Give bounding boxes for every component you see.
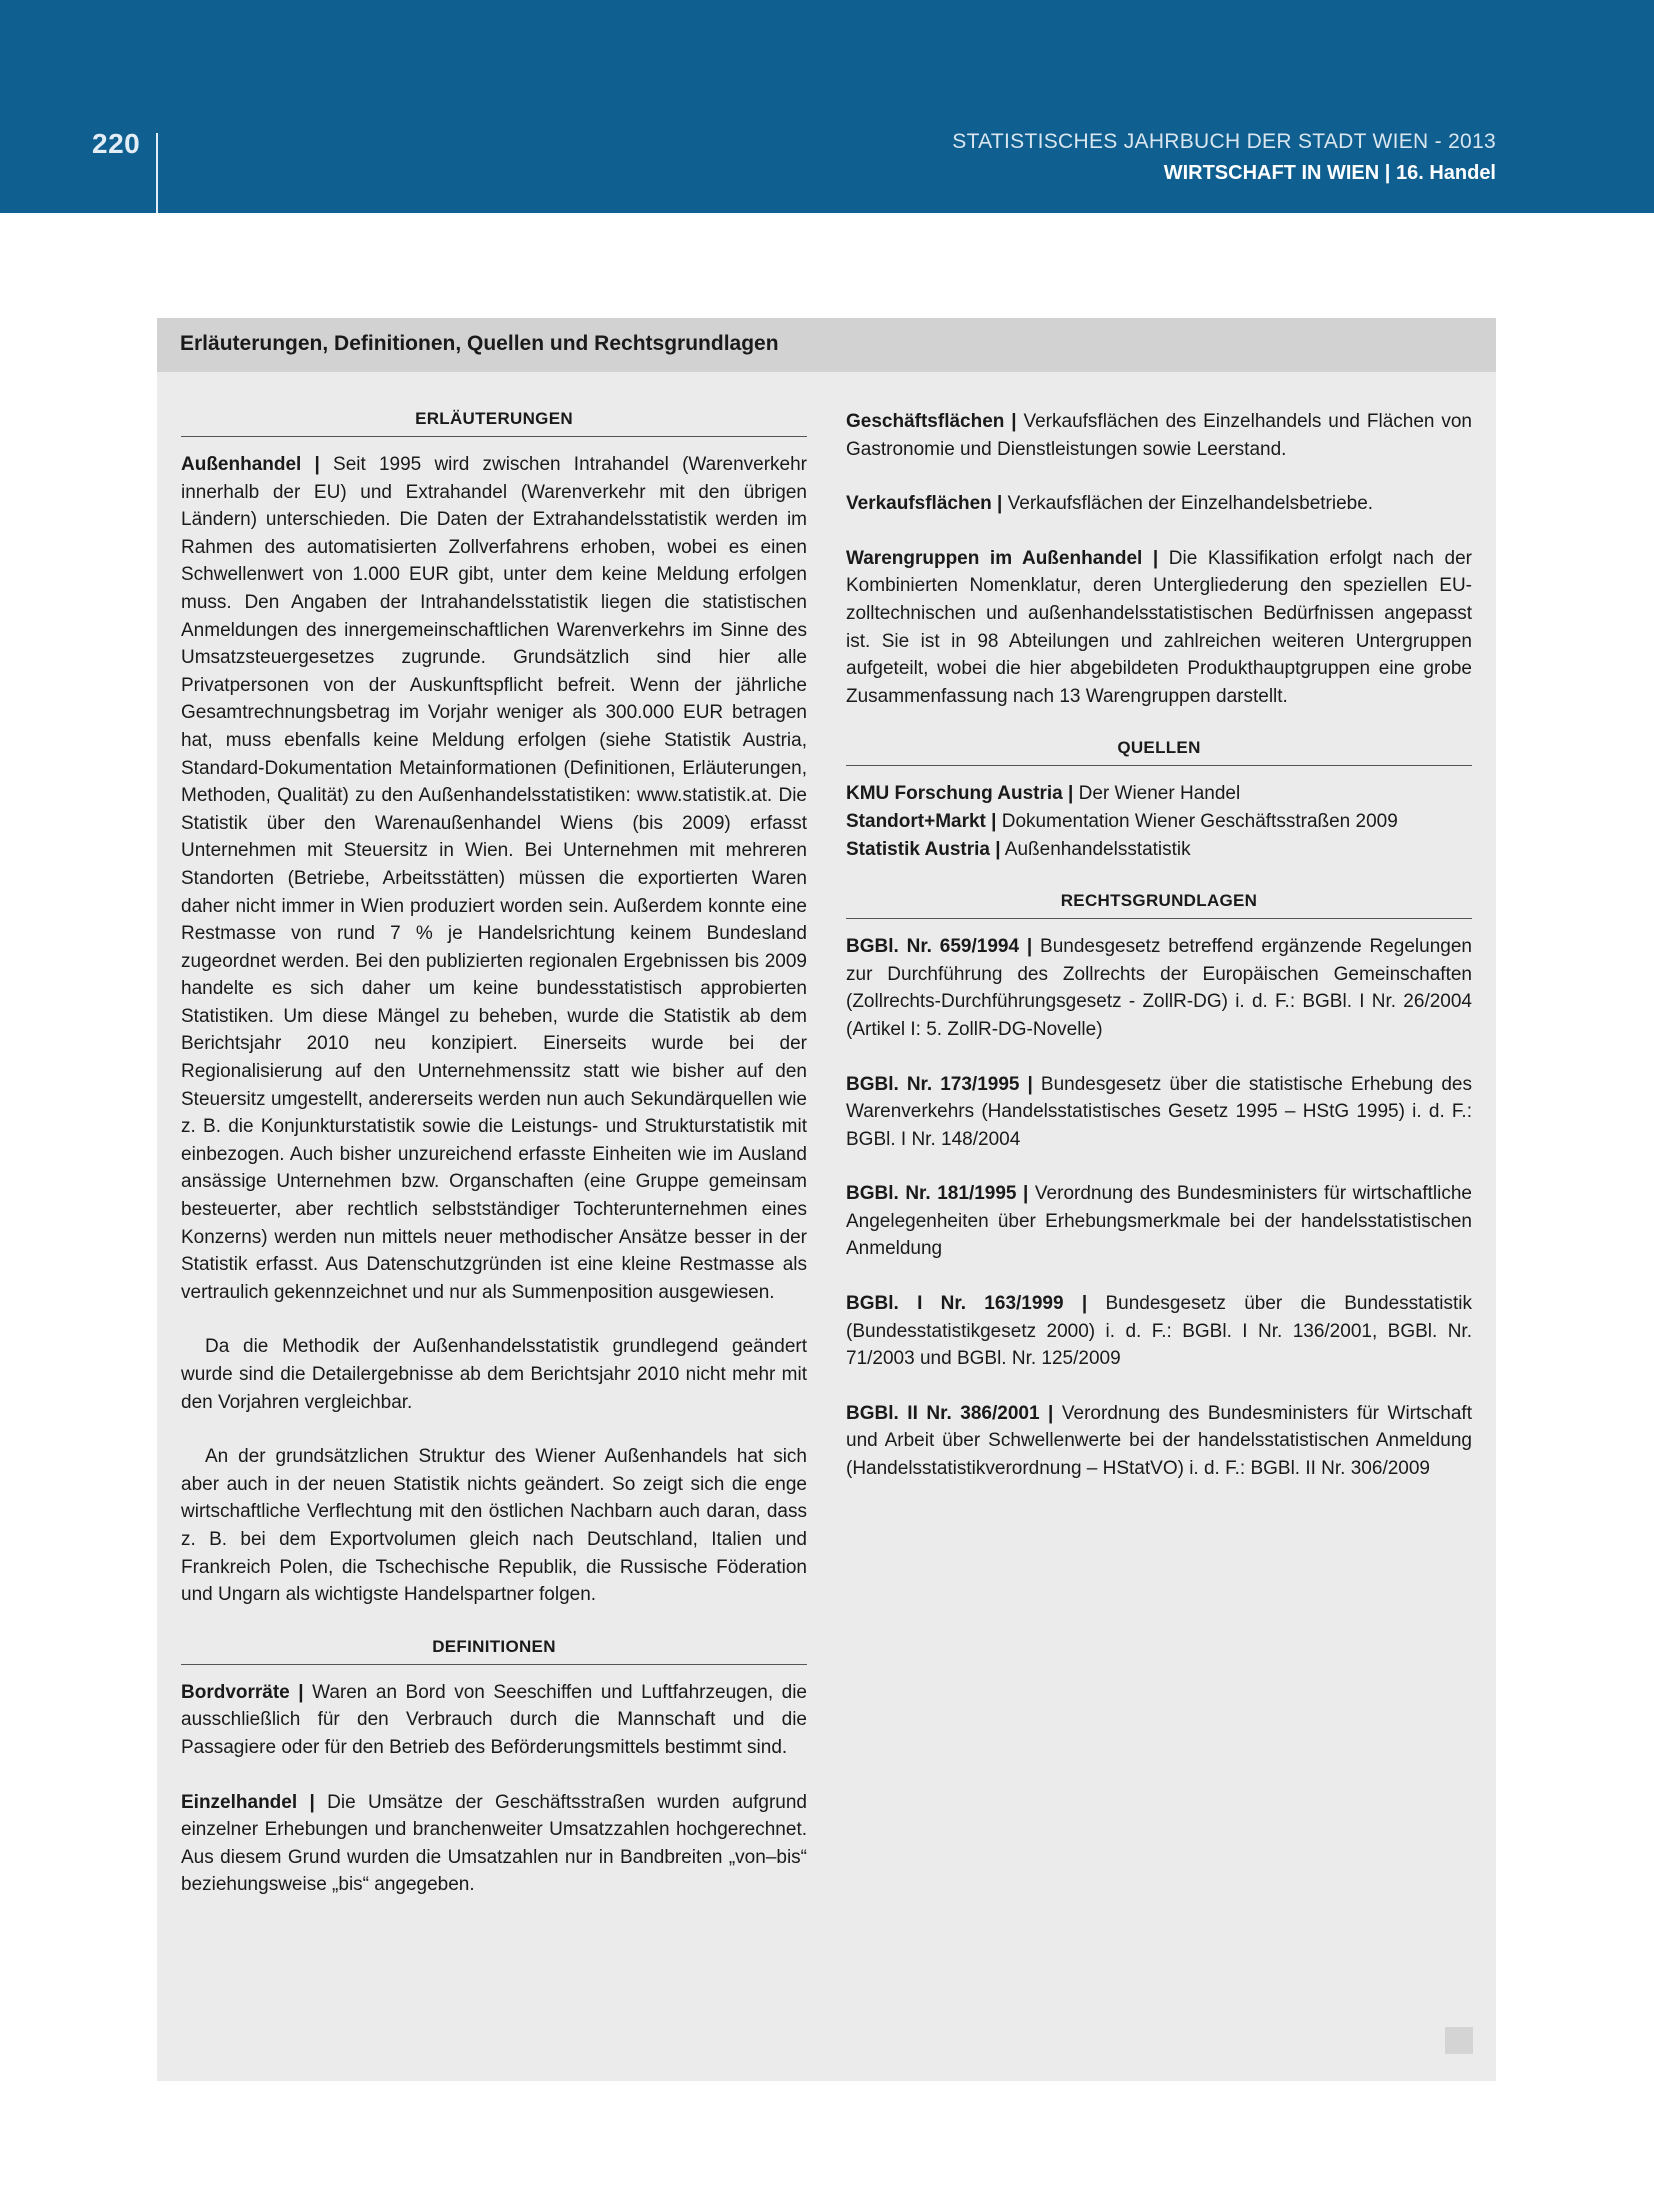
law-term: BGBl. I Nr. 163/1999 | xyxy=(846,1293,1088,1315)
term-aussenhandel: Außenhandel | xyxy=(181,454,320,475)
section-title xyxy=(1164,162,1496,185)
definition-item xyxy=(181,1789,807,1899)
corner-square-marker xyxy=(1445,2027,1473,2054)
definition-text: Verkaufsflächen der Einzelhandelsbetriebe. xyxy=(1002,493,1374,515)
law-text: Verordnung des Bundesministers für Wirtschaft und Arbeit über Schwellenwerte bei der handelsstatistischen Anmeldung (Handelsstatistikverordnung – HStatVO) i. d. F.: BGBl. II Nr. 306/2009 xyxy=(846,1402,1472,1480)
law-text: Verordnung des Bundesministers für wirtschaftliche Angelegenheiten über Erhebungsmerkmale bei der handelsstatistischen Anmeldung xyxy=(846,1183,1472,1260)
definition-item xyxy=(181,1679,807,1762)
publication-title: STATISTISCHES JAHRBUCH DER STADT WIEN - 2013 xyxy=(952,130,1496,153)
law-item xyxy=(846,1400,1472,1483)
definition-text: Die Klassifikation erfolgt nach der Kombinierten Nomenklatur, deren Untergliederung den speziellen EU-zolltechnischen und außenhandelsstatistischen Bedürfnissen angepasst ist. Sie ist in 98 Abteilungen und zahlreichen weiteren Untergruppen aufgeteilt, wobei die hier abgebildeten Produkthauptgruppen eine grobe Zusammenfassung nach 13 Warengruppen darstellt. xyxy=(846,547,1472,707)
chapter-name: 16. Handel xyxy=(1395,162,1496,184)
law-term: BGBl. Nr. 659/1994 | xyxy=(846,936,1033,958)
definition-term: Geschäftsflächen | xyxy=(846,411,1017,432)
page-number: 220 xyxy=(92,128,141,159)
definition-term: Verkaufsflächen | xyxy=(846,493,1003,515)
section-separator: | xyxy=(1384,162,1391,184)
definition-text: Verkaufsflächen des Einzelhandels und Flächen von Gastronomie und Dienstleistungen sowie Leerstand. xyxy=(846,411,1472,460)
law-item xyxy=(846,1180,1472,1263)
definition-text: Die Umsätze der Geschäftsstraßen wurden aufgrund einzelner Erhebungen und branchenweiter Umsatzzahlen hochgerechnet. Aus diesem Grund wurden die Umsatzahlen nur in Bandbreiten „von–bis“ beziehungsweise „bis“ angegeben. xyxy=(181,1791,807,1896)
definition-text: Waren an Bord von Seeschiffen und Luftfahrzeugen, die ausschließlich für den Verbrauch durch die Mannschaft und die Passagiere oder für den Betrieb des Beförderungsmittels bestimmt sind. xyxy=(181,1681,807,1758)
law-item xyxy=(846,933,1472,1043)
info-box-title: Erläuterungen, Definitionen, Quellen und Rechtsgrundlagen xyxy=(180,332,779,355)
info-box xyxy=(157,318,1496,2081)
source-item xyxy=(846,780,1472,808)
law-item xyxy=(846,1290,1472,1373)
law-term: BGBl. Nr. 181/1995 | xyxy=(846,1183,1029,1205)
info-box-header xyxy=(157,318,1496,372)
source-term: KMU Forschung Austria | xyxy=(846,783,1074,805)
law-text: Bundesgesetz betreffend ergänzende Regelungen zur Durchführung des Zollrechts der Europäischen Gemeinschaften (Zollrechts-Durchführungsgesetz - ZollR-DG) i. d. F.: BGBl. I Nr. 26/2004 (Artikel I: 5. ZollR-DG-Novelle) xyxy=(846,936,1472,1040)
left-column xyxy=(181,408,807,1926)
definition-term: Einzelhandel | xyxy=(181,1791,315,1813)
source-item xyxy=(846,808,1472,836)
source-term: Standort+Markt | xyxy=(846,810,997,832)
section-name: WIRTSCHAFT IN WIEN xyxy=(1163,162,1380,184)
law-text: Bundesgesetz über die Bundesstatistik (Bundesstatistikgesetz 2000) i. d. F.: BGBl. I Nr. 136/2001, BGBl. Nr. 71/2003 und BGBl. Nr. 125/2009 xyxy=(846,1293,1472,1370)
law-term: BGBl. Nr. 173/1995 | xyxy=(846,1073,1033,1095)
right-column xyxy=(846,408,1472,1510)
source-text: Außenhandelsstatistik xyxy=(1000,838,1191,860)
heading-erlaeuterungen: ERLÄUTERUNGEN xyxy=(181,408,807,437)
source-text: Dokumentation Wiener Geschäftsstraßen 2009 xyxy=(996,810,1398,832)
source-term: Statistik Austria | xyxy=(846,838,1001,860)
header-divider xyxy=(156,133,158,213)
law-item xyxy=(846,1071,1472,1154)
source-item xyxy=(846,836,1472,864)
definition-item xyxy=(846,545,1472,711)
law-text: Bundesgesetz über die statistische Erhebung des Warenverkehrs (Handelsstatistisches Gesetz 1995 – HStG 1995) i. d. F.: BGBl. I Nr. 148/2004 xyxy=(846,1073,1472,1150)
heading-definitionen: DEFINITIONEN xyxy=(181,1636,807,1665)
definition-term: Bordvorräte | xyxy=(181,1681,304,1703)
paragraph-struktur: An der grundsätzlichen Struktur des Wiener Außenhandels hat sich aber auch in der neuen Statistik nichts geändert. So zeigt sich die enge wirtschaftliche Verflechtung mit den östlichen Nachbarn auch daran, dass z. B. bei dem Exportvolumen gleich nach Deutschland, Italien und Frankreich Polen, die Tschechische Republik, die Russische Föderation und Ungarn als wichtigste Handelspartner folgen. xyxy=(181,1446,807,1606)
paragraph-aussenhandel xyxy=(181,451,807,1306)
definition-term: Warengruppen im Außenhandel | xyxy=(846,547,1159,569)
heading-quellen: QUELLEN xyxy=(846,737,1472,766)
definition-item xyxy=(846,490,1472,518)
heading-rechtsgrundlagen: RECHTSGRUNDLAGEN xyxy=(846,890,1472,919)
text-aussenhandel: Seit 1995 wird zwischen Intrahandel (Warenverkehr innerhalb der EU) und Extrahandel (Warenverkehr mit den übrigen Ländern) unterschieden. Die Daten der Extrahandelsstatistik werden im Rahmen des automatisierten Zollverfahrens erhoben, wobei es einen Schwellenwert von 1.000 EUR gibt, unter dem keine Meldung erfolgen muss. Den Angaben der Intrahandelsstatistik liegen die statistischen Anmeldungen des innergemeinschaftlichen Warenverkehrs im Sinne des Umsatzsteuergesetzes zugrunde. Grundsätzlich sind hier alle Privatpersonen von der Auskunftspflicht befreit. Wenn der jährliche Gesamtrechnungsbetrag im Vorjahr weniger als 300.000 EUR betragen hat, muss ebenfalls keine Meldung erfolgen (siehe Statistik Austria, Standard-Dokumentation Metainformationen (Definitionen, Erläuterungen, Methoden, Qualität) zu den Außenhandelsstatistiken: www.statistik.at. Die Statistik über den Warenaußenhandel Wiens (bis 2009) erfasst Unternehmen mit Steuersitz in Wien. Bei Unternehmen mit mehreren Standorten (Betriebe, Arbeitsstätten) müssen die exportierten Waren daher nicht immer in Wien produziert worden sein. Außerdem konnte eine Restmasse von rund 7 % je Handelsrichtung keinem Bundesland zugeordnet werden. Bei den publizierten regionalen Ergebnissen bis 2009 handelte es sich daher um keine bundesstatistisch approbierten Statistiken. Um diese Mängel zu beheben, wurde die Statistik ab dem Berichtsjahr 2010 neu konzipiert. Einerseits wurde bei der Regionalisierung auf den Unternehmenssitz statt wie bisher auf den Steuersitz umgestellt, andererseits werden nun auch Sekundärquellen wie z. B. die Konjunkturstatistik sowie die Leistungs- und Strukturstatistik mit einbezogen. Auch bisher unzureichend erfasste Einheiten wie im Ausland ansässige Unternehmen bzw. Organschaften (eine Gruppe gemeinsam besteuerter, aber rechtlich selbstständiger Tochterunternehmen eines Konzerns) werden nun mittels neuer methodischer Ansätze besser in der Statistik erfasst. Aus Datenschutzgründen ist eine kleine Restmasse als vertraulich gekennzeichnet und nur als Summenposition ausgewiesen. xyxy=(181,454,808,1303)
page-header-band xyxy=(0,0,1654,213)
source-text: Der Wiener Handel xyxy=(1073,783,1241,805)
paragraph-methodik: Da die Methodik der Außenhandelsstatistik grundlegend geändert wurde sind die Detailergebnisse ab dem Berichtsjahr 2010 nicht mehr mit den Vorjahren vergleichbar. xyxy=(181,1336,807,1413)
definition-item xyxy=(846,408,1472,463)
law-term: BGBl. II Nr. 386/2001 | xyxy=(846,1402,1054,1424)
